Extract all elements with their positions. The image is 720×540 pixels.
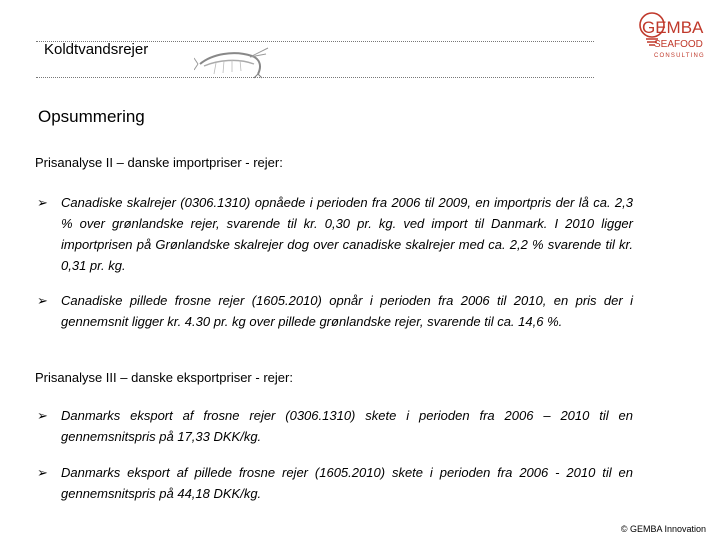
header-bottom-rule <box>36 77 594 78</box>
page-title: Opsummering <box>38 107 145 126</box>
arrow-bullet-icon: ➢ <box>37 195 48 210</box>
arrow-bullet-icon: ➢ <box>37 408 48 423</box>
gemba-seafood-logo <box>632 5 716 63</box>
list-item <box>37 462 633 504</box>
list-item <box>37 405 633 447</box>
arrow-bullet-icon: ➢ <box>37 293 48 308</box>
logo-line3: CONSULTING <box>654 53 705 59</box>
bullet-text: Canadiske skalrejer (0306.1310) opnåede i perioden fra 2006 til 2009, en importpris der lå ca. 2,3 % over grønlandske rejer, svarende til kr. 0,30 pr. kg. ved import til Danmark. I 2010 ligger importprisen på Grønlandske skalrejer dog over canadiske skalrejer med ca. 2,2 % svarende til kr. 0,31 pr. kg. <box>61 195 633 273</box>
logo-line2: SEAFOOD <box>654 39 703 50</box>
bullet-text: Danmarks eksport af frosne rejer (0306.1310) skete i perioden fra 2006 – 2010 til en gennemsnitspris på 17,33 DKK/kg. <box>61 408 633 444</box>
logo-line1: GEMBA <box>642 18 704 37</box>
list-item <box>37 290 633 332</box>
section-heading-export: Prisanalyse III – danske eksportpriser - rejer: <box>35 370 293 385</box>
section-heading-import: Prisanalyse II – danske importpriser - rejer: <box>35 155 283 170</box>
footer-copyright: © GEMBA Innovation <box>620 524 706 534</box>
shrimp-icon <box>194 44 270 80</box>
bullet-text: Danmarks eksport af pillede frosne rejer (1605.2010) skete i perioden fra 2006 - 2010 til en gennemsnitspris på 44,18 DKK/kg. <box>61 465 633 501</box>
bullet-text: Canadiske pillede frosne rejer (1605.2010) opnår i perioden fra 2006 til 2010, en pris der i gennemsnit ligger kr. 4.30 pr. kg over pillede grønlandske rejer, svarende til ca. 14,6 %. <box>61 293 633 329</box>
header-title: Koldtvandsrejer <box>44 41 149 58</box>
list-item <box>37 192 633 276</box>
arrow-bullet-icon: ➢ <box>37 465 48 480</box>
